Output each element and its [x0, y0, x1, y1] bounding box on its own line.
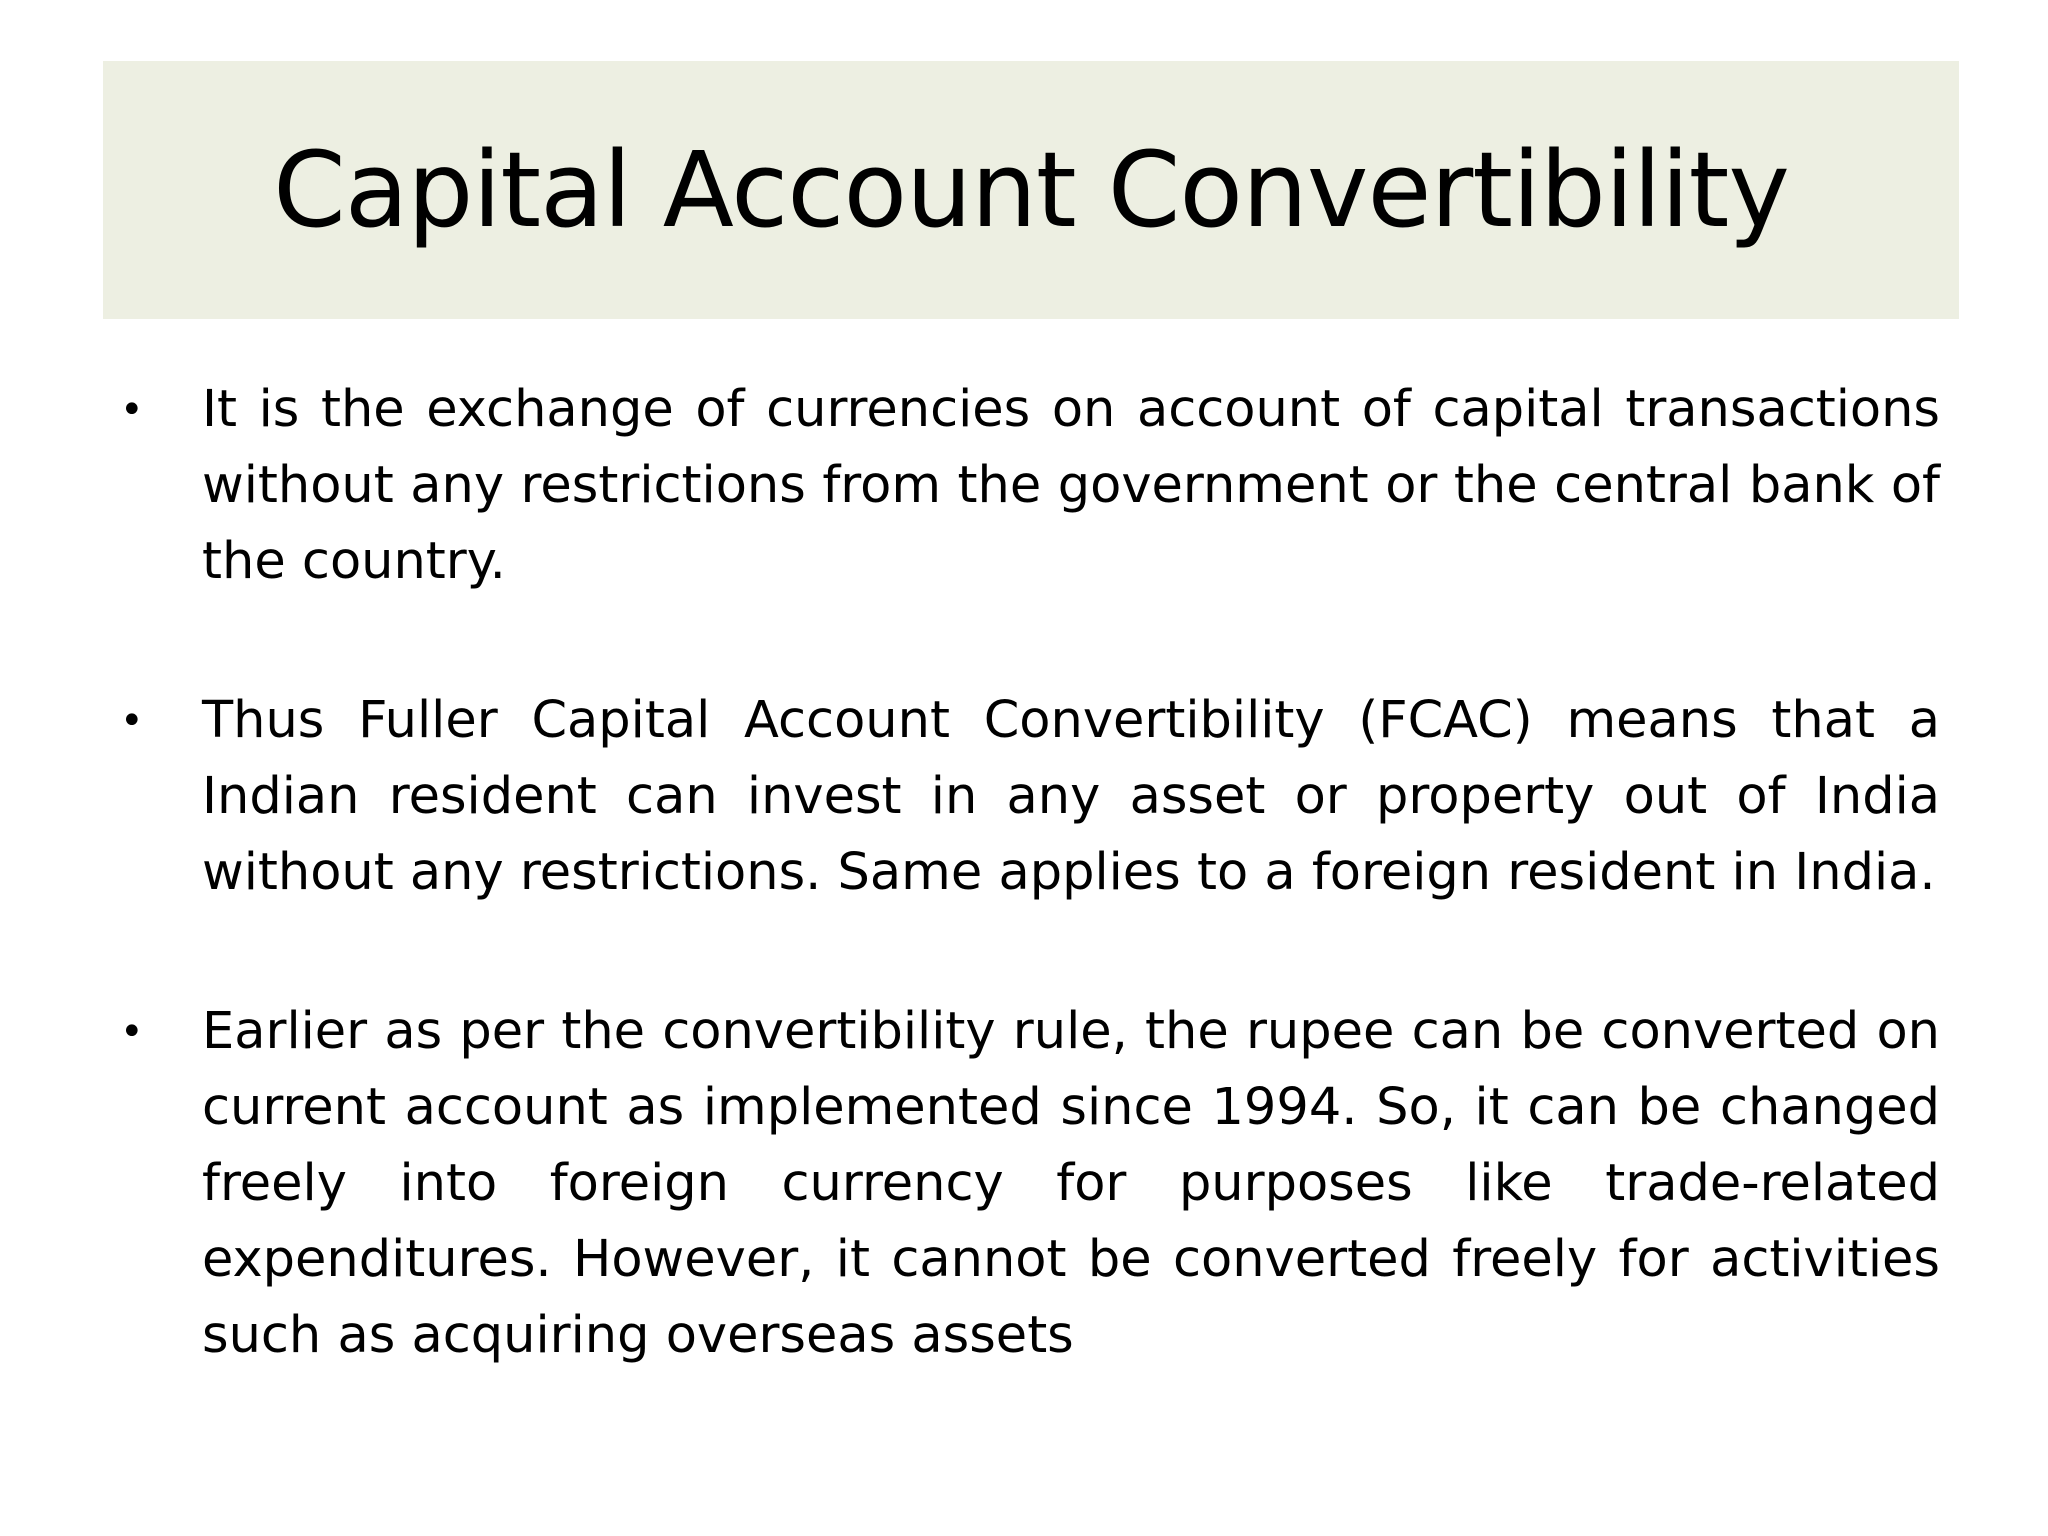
slide-title: Capital Account Convertibility: [273, 129, 1789, 251]
bullet-text: Thus Fuller Capital Account Convertibility (FCAC) means that a Indian resident can invest in any asset or property out of India without any restrictions. Same applies to a foreign resident in India.: [202, 691, 1940, 902]
bullet-list: [120, 372, 1940, 1457]
bullet-item: [120, 372, 1940, 600]
bullet-text: Earlier as per the convertibility rule, the rupee can be converted on current account as implemented since 1994. So, it can be changed freely into foreign currency for purposes like trade-related expenditures. However, it cannot be converted freely for activities such as acquiring overseas assets: [202, 1002, 1940, 1365]
bullet-item: [120, 683, 1940, 911]
bullet-dot-icon: •: [120, 698, 144, 744]
bullet-item: [120, 994, 1940, 1374]
bullet-dot-icon: •: [120, 387, 144, 433]
bullet-dot-icon: •: [120, 1009, 144, 1055]
title-band: [103, 61, 1959, 319]
bullet-text: It is the exchange of currencies on account of capital transactions without any restrictions from the government or the central bank of the country.: [202, 380, 1940, 591]
